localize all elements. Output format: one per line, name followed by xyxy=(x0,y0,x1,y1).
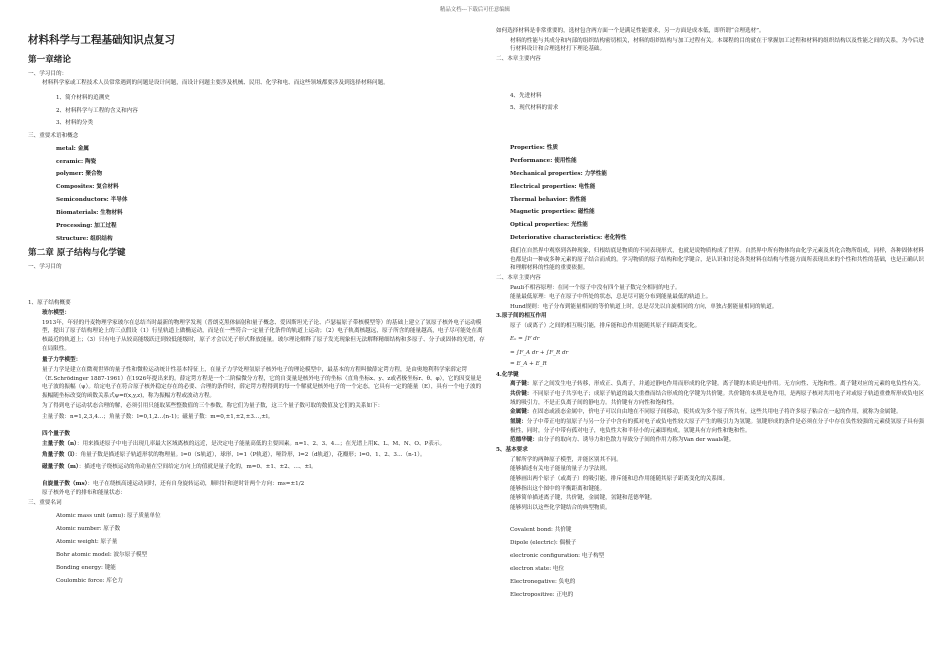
energy-equation: = E_A + E_R xyxy=(510,361,547,368)
quantum-intro: 为了得到电子运动状态合理的解，必须引用只能取某些整数值的三个参数，称它们为量子数，这三个量子数可取的数值及它们的关系如下： xyxy=(42,402,384,409)
magnetic-quantum-number xyxy=(28,463,486,472)
l-label: 角量子数（l） xyxy=(42,452,75,459)
vocab-item: Atomic mass unit (amu): 原子质量单位 xyxy=(56,512,161,519)
chapter-2-title: 第二章 原子结构与化学键 xyxy=(28,248,126,259)
l-text: ：角量子数是描述原子轨道形状的物理量。l=0（S轨道），球形，l=1（P轨道），哑铃形，l=2（d轨道），花瓣形；l=0、1、2、3…（n-1）。 xyxy=(74,452,426,459)
term-item: Properties: 性质 xyxy=(510,145,558,152)
chapter-1-title: 第一章绪论 xyxy=(28,55,71,66)
intro-paragraph-2: 材料的性能与其成分和内部的组织结构密切相关，材料的组织结构与加工过程有关。本课程的目的就在于掌握加工过程和材料的组织结构以及性能之间的关系，为今后进行材料设计和合理选材打下理论基础。 xyxy=(510,37,924,53)
requirement-item: 能够列出以这些化学键结合的典型物质。 xyxy=(510,504,611,511)
objective-heading: 一、学习目的 xyxy=(28,263,62,270)
section-heading: 1、原子结构概要 xyxy=(28,300,71,307)
content-item: 3、材料的分类 xyxy=(56,120,94,127)
ionic-bond xyxy=(496,380,926,389)
m-label: 磁量子数（m） xyxy=(42,463,79,470)
term-item: Electrical properties: 电性能 xyxy=(510,183,596,190)
bohr-heading: 玻尔模型： xyxy=(42,310,70,317)
requirements-heading: 5、基本要求 xyxy=(496,447,528,453)
ionic-label: 离子键： xyxy=(510,381,533,388)
term-item: metal: 金属 xyxy=(56,145,90,152)
content-item: 5、现代材料的需求 xyxy=(510,105,559,112)
spin-quantum-number xyxy=(28,480,486,489)
hydrogen-bond xyxy=(496,418,926,435)
term-item: polymer: 聚合物 xyxy=(56,171,103,178)
vocab-item: Coulombic force: 库仑力 xyxy=(56,578,123,585)
vocab-item: Covalent bond: 共价键 xyxy=(510,526,572,533)
requirement-item: 了解所学的两种原子模型，并能区别其不同。 xyxy=(510,456,622,463)
content-item: 1、简介材料的追溯史 xyxy=(56,94,110,101)
vocab-item: electron state: 电位 xyxy=(510,566,565,573)
term-item: Composites: 复合材料 xyxy=(56,184,119,191)
vocab-item: Atomic number: 原子数 xyxy=(56,525,121,532)
vdw-text: 由分子的取向力、诱导力和色散力导致分子间的作用力称为Van der waals键。 xyxy=(537,437,735,444)
intro-paragraph-1: 如何选择材料是非常重要的，选材包含两方面一个是满足性能要求，另一方面是成本低，即所谓“合理选材”。 xyxy=(496,28,765,34)
n-label: 主量子数（n） xyxy=(42,440,77,447)
four-quantum-heading: 四个量子数 xyxy=(42,430,70,437)
metallic-bond xyxy=(496,408,926,417)
term-item: Thermal behavior: 热性能 xyxy=(510,196,587,203)
term-item: Mechanical properties: 力学性能 xyxy=(510,170,607,177)
objective-heading: 一、学习目的： xyxy=(28,70,68,77)
content-item: 4、先进材料 xyxy=(510,92,542,99)
content-item: 2、材料科学与工程的含义和内容 xyxy=(56,107,138,114)
hydrogen-label: 氢键： xyxy=(510,419,527,426)
left-column xyxy=(28,24,486,590)
electron-config-text: 原子核外电子的排布和能量状态： xyxy=(42,490,126,497)
covalent-text: 不同原子电子共享电子；成原子轨道的最大重叠而结合形成的化学键为共价键。共价键的本质是电作用，是两原子核对共用电子对或原子轨道重叠所形成负电区域的吸引力，不是正负离子间的静电力。共价键有方向性和饱和性。 xyxy=(510,391,924,406)
vocab-item: Electronegative: 负电的 xyxy=(510,579,576,586)
angular-quantum-number xyxy=(28,451,486,460)
ms-text: ：电子在绕核高速运动同时，还有自身旋转运动，顺时针和逆时针两个方向：ms=±1/2 xyxy=(87,480,305,487)
ms-label: 自旋量子数（ms） xyxy=(42,480,88,487)
contents-heading: 二、本章主要内容 xyxy=(496,274,541,281)
n-text: ：用来描述原子中电子出现几率最大区域离核的远近，是决定电子能量高低的主要因素。n=1、2、3、4…；在光谱上用K、L、M、N、O、P表示。 xyxy=(76,440,446,447)
requirement-item: 能够画出两个原子（或离子）的吸引能，排斥能和总作用能随其原子距离变化的关系图。 xyxy=(510,475,729,482)
term-item: Structure: 组织结构 xyxy=(56,235,113,242)
covalent-bond xyxy=(496,390,926,407)
hund-rule: Hund规则：电子分布到能量相同的等价轨道上时，总是尽先以自旋相同的方向，单独占据能量相同的轨道。 xyxy=(510,303,778,310)
term-item: Deteriorative characteristics: 老化特性 xyxy=(510,235,627,242)
vocab-item: Dipole (electric): 偶极子 xyxy=(510,540,577,547)
vocab-item: Electropositive: 正电的 xyxy=(510,592,574,599)
document-title: 材料科学与工程基础知识点复习 xyxy=(28,34,175,46)
interaction-heading: 3.原子间的相互作用 xyxy=(496,313,547,320)
terms-heading: 三、重要术语和概念 xyxy=(28,132,79,139)
vocab-heading: 三、重要名词 xyxy=(28,499,62,506)
vocab-item: Bohr atomic model: 波尔原子模型 xyxy=(56,552,148,559)
term-item: Magnetic properties: 磁性能 xyxy=(510,209,595,216)
metallic-text: 在固态或液态金属中，价电子可以自由地在不同原子间移动，使其成为多个原子所共有，这些共用电子将许多原子粘合在一起的作用，就称为金属键。 xyxy=(532,409,902,416)
objective-text: 我们在自然界中观察到各种现象，归根结底是物质的不同表现形式，也就是说物质构成了世界。自然界中所有物体均由化学元素及其化合物所组成，同样，各种固体材料也都是由一种或多种元素的原子结合而成的。学习物质的原子结构和化学键合，是认识和讨论各类材料在结构与性能方面所表现出来的个性和共性的基础，也是正确认识和理解材料的性能的重要依据。 xyxy=(510,247,924,272)
pauli-principle: Pauli不相容原理：在同一个原子中没有四个量子数完全相同的电子。 xyxy=(510,284,681,291)
principal-quantum-number xyxy=(28,440,486,449)
hydrogen-text: 分子中带正电的氢原子与另一分子中含有的孤对电子或负电性较大原子产生的吸引力为氢键。氢键形成的条件是必须在分子中存在负性较强的元素使氢原子具有强极性，同时，分子中带有孤对电子，电负性大和半径小的元素即构成。氢键具有方向性和饱和性。 xyxy=(510,419,924,434)
energy-equation: = ∫F_A dr + ∫F_R dr xyxy=(510,350,569,357)
qm-heading: 量子力学模型： xyxy=(42,357,82,364)
m-text: ：描述电子绕核运动的角动量在空间给定方向上的值就是量子化的，m=0、±1、±2、…、±l。 xyxy=(78,463,317,470)
contents-heading: 二、本章主要内容 xyxy=(496,55,541,62)
bohr-text: 1913年，年轻的丹麦物理学家玻尔在总结当时最新的物理学发现（普朗克黑体辐射和量子概念、爱因斯坦光子论、卢瑟福原子带核模型等）的基础上建立了氢原子核外电子运动模型，提出了原子结构理论上的三点假设（1）行星轨道上做椭运动，而是在一些符合一定量子化条件的轨道上运动；（2）电子轨离核越远，原子所含的能量越高，电子尽可能处在离核最近的轨道上；（3）只有电子从较高能级跃迁到较低能级时，原子才会以光子形式释放能量。玻尔理论解释了原子发光现象但无法解释精细结构和多原子、分子或固体的光谱，存在局限性。 xyxy=(42,319,485,352)
energy-equation: Eₙ = ∫F dr xyxy=(510,335,540,342)
lowest-energy-principle: 能量最低原理：电子在原子中所处的状态，总是尽可能分布到能量最低的轨道上。 xyxy=(510,294,712,301)
vdw-label: 范德华键： xyxy=(510,437,538,444)
objective-text: 材料科学家或工程技术人员常常遇到的问题是设计问题，而设计问题主要涉及机械、民用、化学和电、而这些领域都要涉及到选择材料问题。 xyxy=(42,80,389,87)
term-item: Processing: 加工过程 xyxy=(56,222,117,229)
vocab-item: Atomic weight: 原子量 xyxy=(56,539,118,546)
vdw-bond xyxy=(496,436,926,445)
term-item: Semiconductors: 半导体 xyxy=(56,197,128,204)
term-item: Optical properties: 光性能 xyxy=(510,222,588,229)
quantum-values: 主量子数：n=1,2,3,4…；角量子数：l=0,1,2…(n-1)；磁量子数：m=0,±1,±2,±3…,±l。 xyxy=(42,414,274,421)
vocab-item: Bonding energy: 键能 xyxy=(56,565,116,572)
vocab-item: electronic configuration: 电子构型 xyxy=(510,553,605,560)
interaction-text: 原子（或离子）之间的相互吸引能，排斥能和总作用能随其原子间距离变化。 xyxy=(510,323,701,330)
requirement-item: 能够描述有关电子能量的量子力学法则。 xyxy=(510,466,611,473)
metallic-label: 金属键： xyxy=(510,409,533,416)
requirement-item: 能够指出这个图中的平衡距离和键能。 xyxy=(510,485,606,492)
covalent-label: 共价键： xyxy=(510,391,533,398)
ionic-text: 原子之间发生电子转移，形成正、负离子，并通过静电作用而形成的化学键。离子键的本质是电作用。无方向性、无饱和性。离子键对应的元素的电负性有关。 xyxy=(532,381,924,388)
term-item: Biomaterials: 生物材料 xyxy=(56,209,123,216)
term-item: ceramic: 陶瓷 xyxy=(56,158,97,165)
bond-heading: 4.化学键 xyxy=(496,371,519,378)
qm-text: 量子力学是建立在微观世界的量子性和微粒运动统计性基本特征上，在量子力学处理氢原子核外电子的理论模型中，最基本的方程叫做薛定谔方程，是由奥地利科学家薛定谔（E.Schrödinger 1887-1961）在1926年提出来的。薛定谔方程是一个二阶偏微分方程，它的自变量是核外电子的坐标（直角坐标x、y、z或者极坐标r、θ、φ），它的因变量是电子波的振幅（ψ）。给定电子在符合原子核外稳定存在的必要、合理的条件时，薛定谔方程得到的每一个解就是核外电子的一个定态，它具有一定的能量（E），具有一个电子波的振幅随坐标改变的函数关系式ψ=f(x,y,z)，称为振幅方程或波动方程。 xyxy=(42,367,482,399)
page-header: 精品文档---下载后可任意编辑 xyxy=(439,7,511,13)
requirement-item: 能够简单描述离子键，共价键，金属键，氢键和范德华键。 xyxy=(510,495,656,502)
right-column xyxy=(496,26,926,604)
term-item: Performance: 使用性能 xyxy=(510,157,577,164)
